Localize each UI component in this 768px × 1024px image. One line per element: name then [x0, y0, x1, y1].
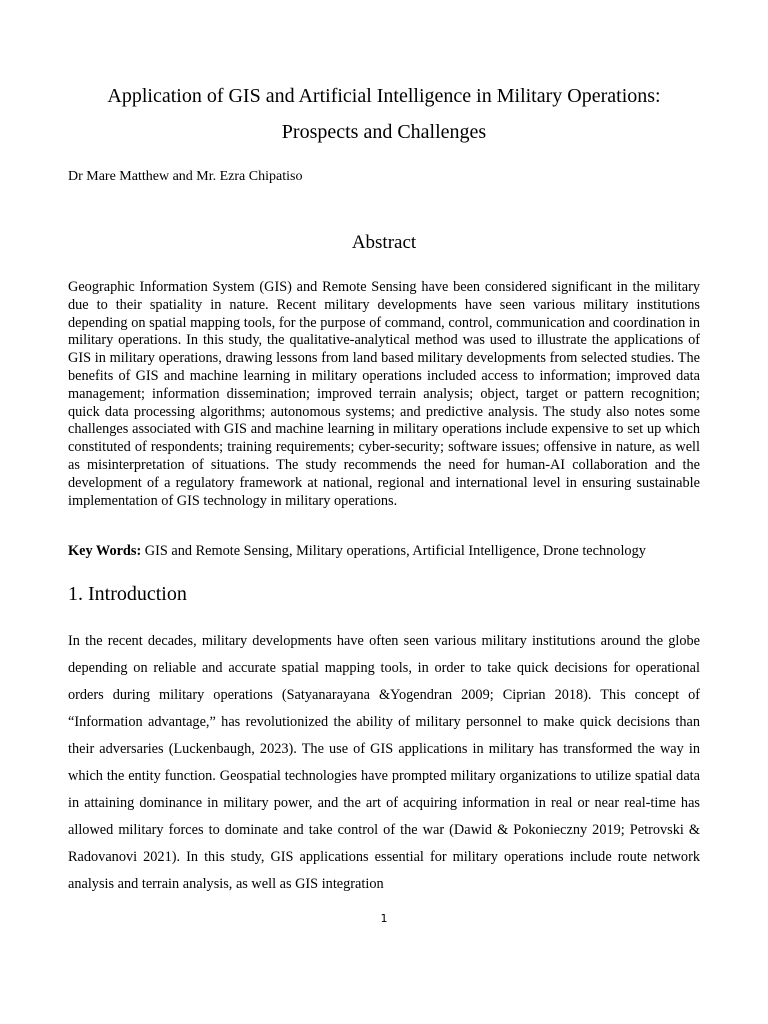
keywords-label: Key Words:	[68, 543, 142, 559]
keywords-text: GIS and Remote Sensing, Military operations, Artificial Intelligence, Drone technology	[141, 543, 646, 559]
page-number: 1	[380, 912, 388, 925]
introduction-body: In the recent decades, military developments have often seen various military institutions around the globe depending on reliable and accurate spatial mapping tools, in order to take quick decisions for operational orders during military operations (Satyanarayana &Yogendran 2009; Ciprian 2018). This concept of “Information advantage,” has revolutionized the ability of military personnel to make quick decisions than their adversaries (Luckenbaugh, 2023). The use of GIS applications in military has transformed the way in which the entity function. Geospatial technologies have prompted military organizations to utilize spatial data in attaining dominance in military power, and the art of acquiring information in real or near real-time has allowed military forces to dominate and take control of the war (Dawid & Pokonieczny 2019; Petrovski & Radovanovi 2021). In this study, GIS applications essential for military operations include route network analysis and terrain analysis, as well as GIS integration	[68, 633, 700, 892]
abstract-body: Geographic Information System (GIS) and Remote Sensing have been considered significant in the military due to their spatiality in nature. Recent military developments have seen various military institutions depending on spatial mapping tools, for the purpose of command, control, communication and coordination in military operations. In this study, the qualitative-analytical method was used to illustrate the applications of GIS in military operations, drawing lessons from land based military developments from selected studies. The benefits of GIS and machine learning in military operations included access to information; improved data management; information dissemination; improved terrain analysis; object, target or pattern recognition; quick data processing algorithms; autonomous systems; and predictive analysis. The study also notes some challenges associated with GIS and machine learning in military operations include expensive to set up which constituted of respondents; training requirements; cyber-security; software issues; offensive in nature, as well as misinterpretation of situations. The study recommends the need for human-AI collaboration and the development of a regulatory framework at national, regional and international level in ensuring sustainable implementation of GIS technology in military operations.	[68, 279, 700, 509]
paper-title-line-1: Application of GIS and Artificial Intelligence in Military Operations:	[107, 85, 661, 107]
authors: Dr Mare Matthew and Mr. Ezra Chipatiso	[68, 169, 303, 184]
paper-title-line-2: Prospects and Challenges	[281, 121, 487, 143]
abstract-heading: Abstract	[351, 232, 417, 253]
keywords	[68, 542, 708, 560]
section-heading-introduction: 1. Introduction	[68, 583, 187, 605]
